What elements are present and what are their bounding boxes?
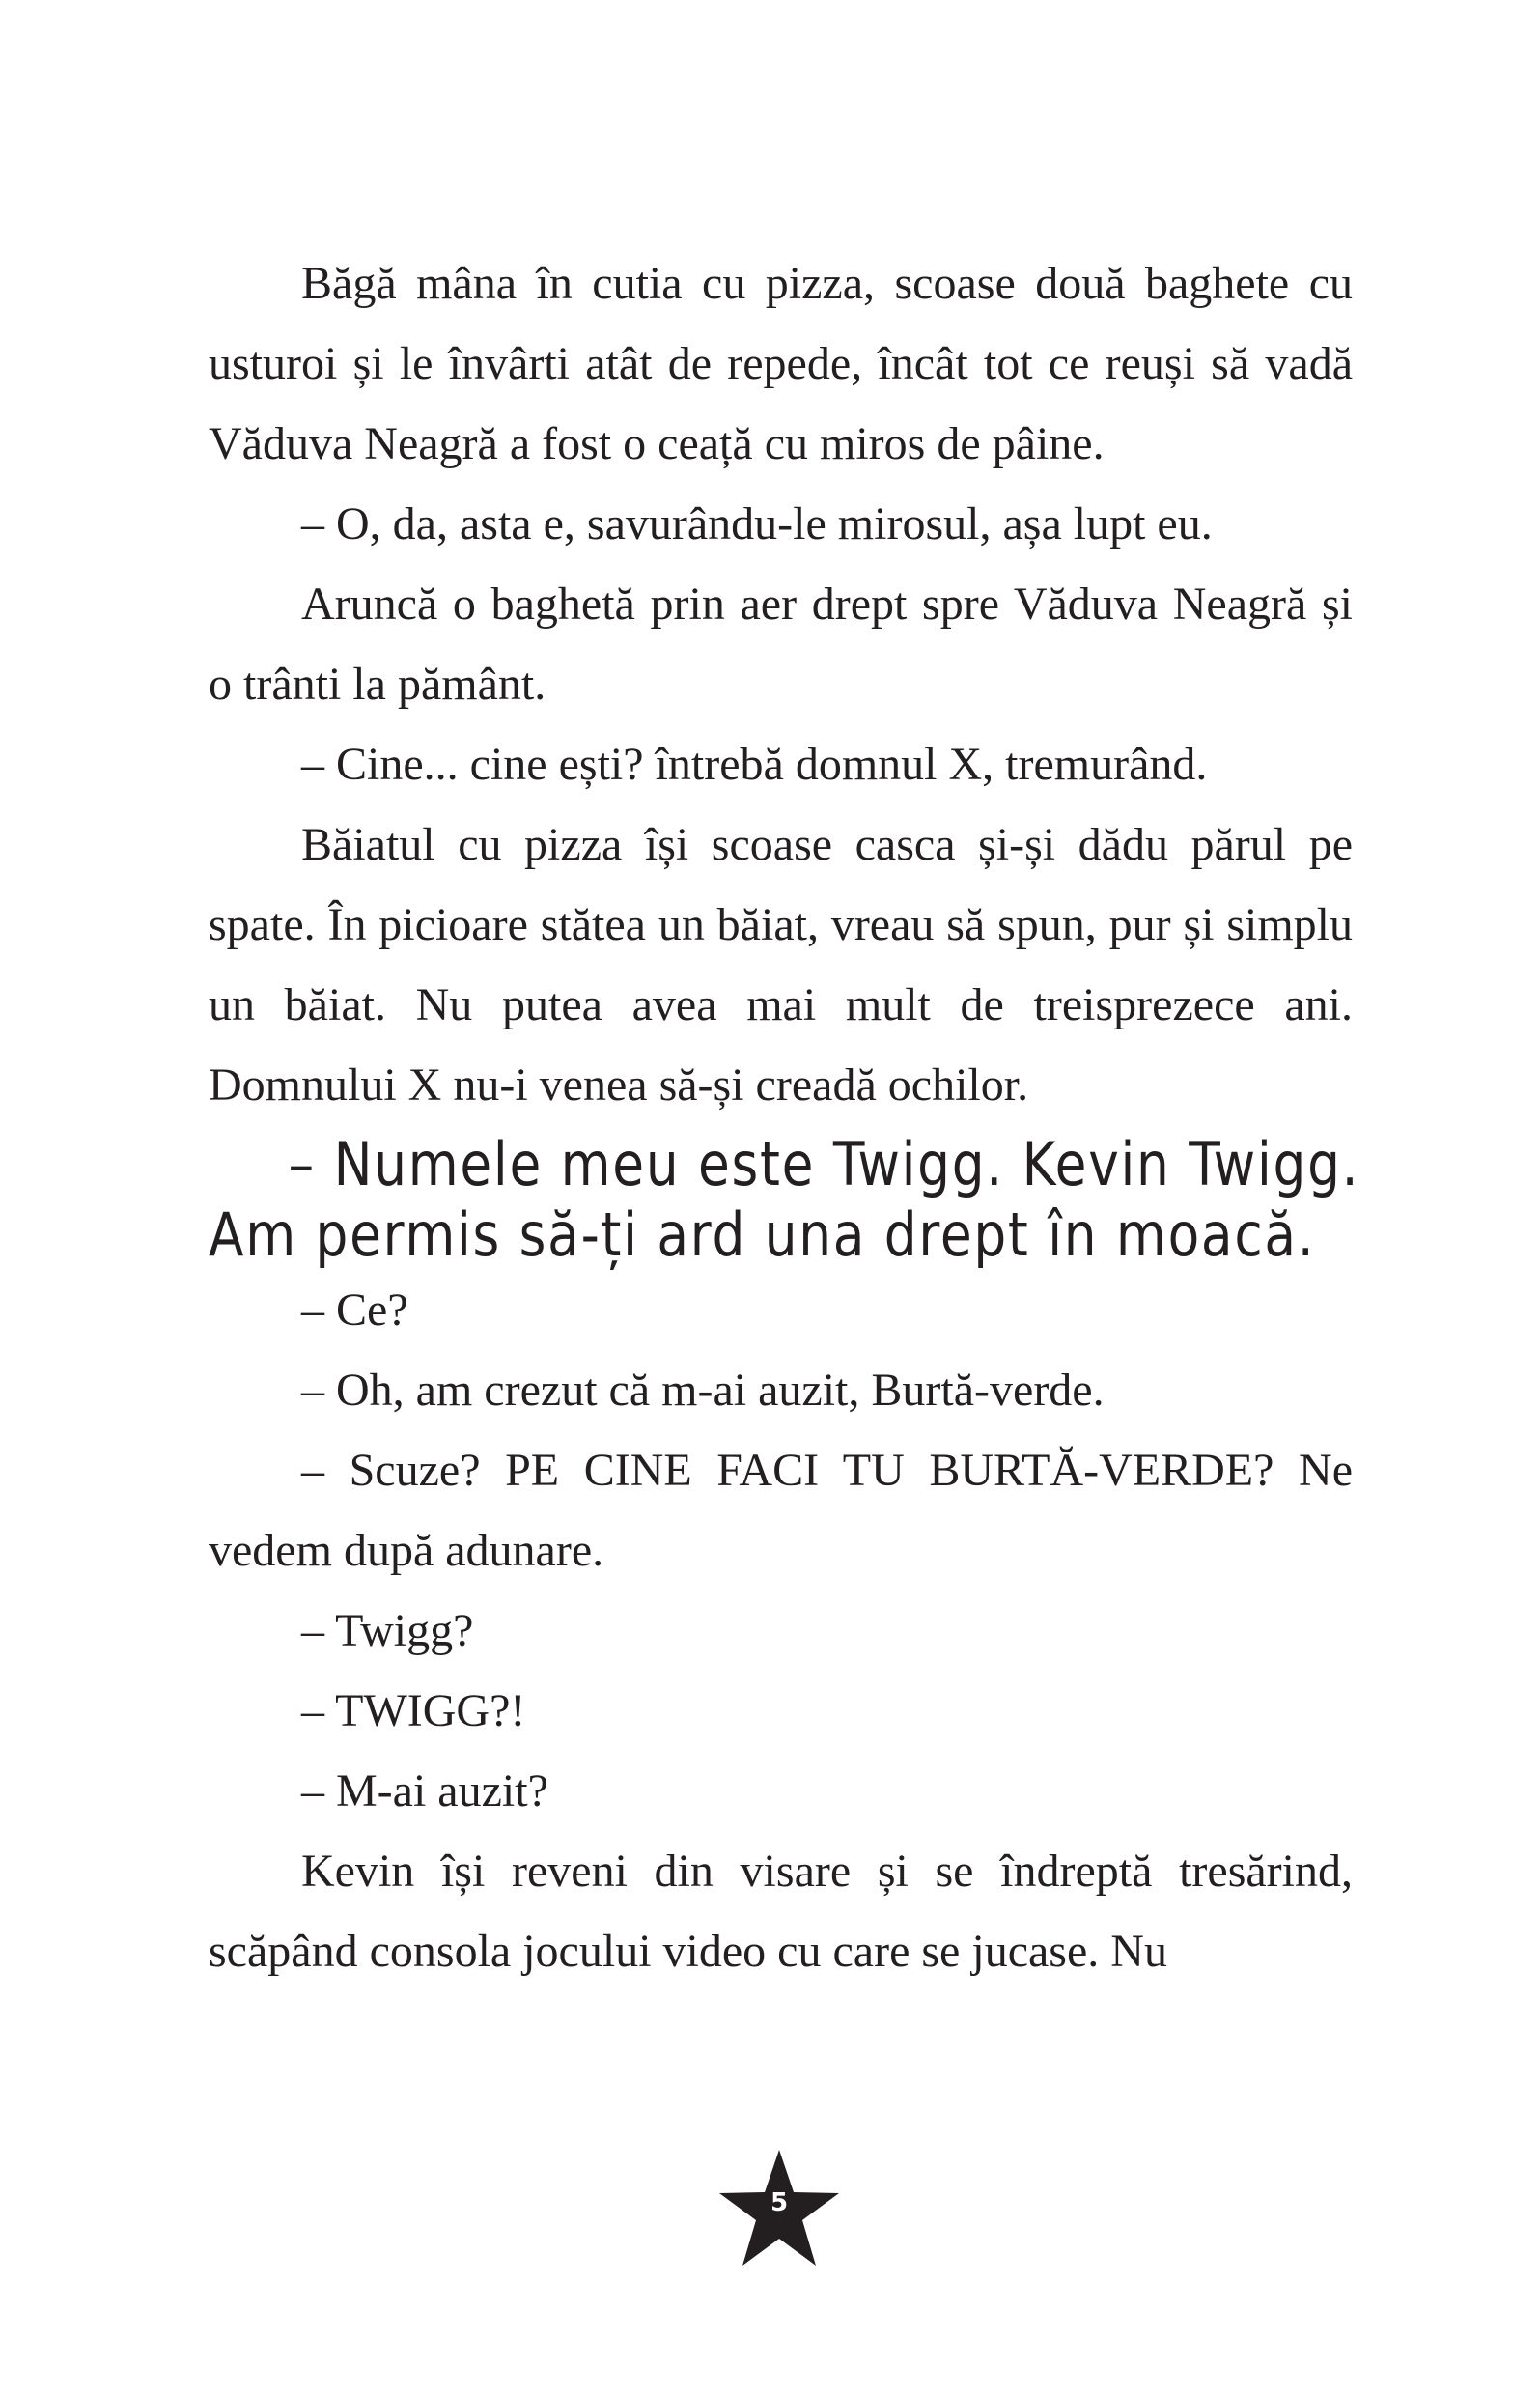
dialogue-line: – TWIGG?!: [301, 1685, 526, 1736]
paragraph-boy: Băiatul cu pizza își scoase casca și-și dădu părul pe spate. În picioare stătea un băiat, vreau să spun, pur și simplu un băiat. Nu putea avea mai mult de treisprezece ani. Domnului X nu-i venea să-și creadă ochilor.: [209, 819, 1353, 1111]
handwritten-line-2: Am permis să-ți ard una drept în moacă.: [209, 1199, 1316, 1270]
page-number-badge: [716, 2148, 842, 2269]
paragraph-kevin: Kevin își reveni din visare și se îndreptă tresărind, scăpând consola jocului video cu care se jucase. Nu: [209, 1846, 1353, 1977]
dialogue-line: – Oh, am crezut că m-ai auzit, Burtă-verde.: [301, 1365, 1105, 1416]
paragraph-pizza-box: Băgă mâna în cutia cu pizza, scoase două baghete cu usturoi și le învârti atât de repede, încât tot ce reuși să vadă Văduva Neagră a fost o ceață cu miros de pâine.: [209, 258, 1353, 469]
handwritten-quote: [209, 1125, 1360, 1270]
dialogue-line: – Twigg?: [301, 1605, 474, 1656]
page-number: 5: [770, 2188, 789, 2217]
page-body: [209, 243, 1360, 1991]
handwritten-line-1: – Numele meu este Twigg. Kevin Twigg.: [288, 1129, 1360, 1199]
dialogue-line: – M-ai auzit?: [301, 1765, 548, 1817]
paragraph-scuze: – Scuze? PE CINE FACI TU BURTĂ-VERDE? Ne vedem după adunare.: [209, 1445, 1353, 1576]
paragraph-throw: Aruncă o baghetă prin aer drept spre Văduva Neagră și o trânti la pământ.: [209, 578, 1353, 710]
dialogue-line: – Ce?: [301, 1284, 408, 1336]
dialogue-line: – Cine... cine ești? întrebă domnul X, tremurând.: [301, 739, 1208, 790]
dialogue-line: – O, da, asta e, savurându-le mirosul, așa lupt eu.: [301, 498, 1213, 550]
